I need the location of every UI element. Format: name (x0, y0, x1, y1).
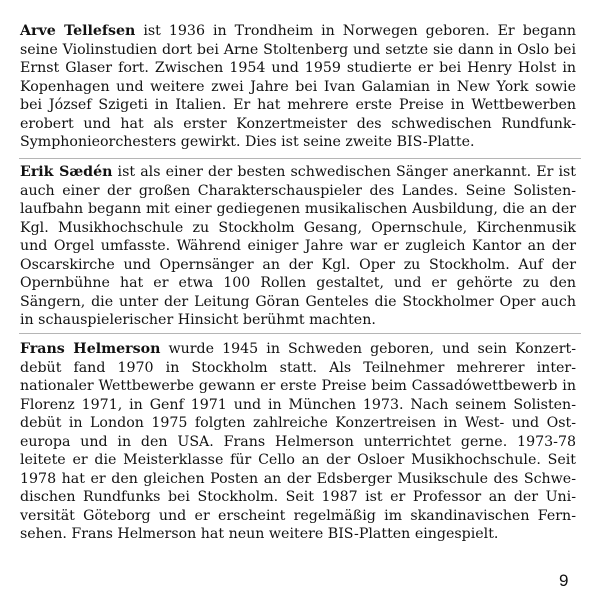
text-line: Oscarskirche und Opernsänger an der Kgl. Oper zu Stockholm. Auf der (20, 256, 576, 273)
text-line: debüt in London 1975 folgten zahlreiche Konzertreisen in West- und Ost- (20, 415, 576, 432)
biography-arve-tellefsen (20, 22, 576, 152)
text-line: und Orgel umfasste. Während einiger Jahre war er zugleich Kantor an der (20, 238, 576, 255)
text-line: debüt fand 1970 in Stockholm statt. Als Teilnehmer mehrerer inter- (20, 359, 576, 376)
page-number: 9 (559, 571, 569, 590)
biography-erik-saeden (20, 163, 576, 330)
performer-name: Frans Helmerson (20, 341, 161, 357)
text-line: Florenz 1971, in Genf 1971 und in München 1973. Nach seinem Solisten- (20, 396, 576, 413)
text-line: 1978 hat er den gleichen Posten an der Edsberger Musikschule des Schwe- (20, 470, 576, 487)
text-line: Symphonieorchesters gewirkt. Dies ist seine zweite BIS-Platte. (20, 134, 475, 151)
text-line-part: ist als einer der besten schwedischen Sänger anerkannt. Er ist (112, 164, 576, 180)
text-line-part: ist 1936 in Trondheim in Norwegen geboren. Er begann (135, 23, 576, 39)
text-line (20, 163, 576, 182)
text-line: in schauspielerischer Hinsicht berühmt machten. (20, 312, 376, 329)
section-divider (19, 333, 581, 334)
text-line: versität Göteborg und er erscheint regelmäßig im skandinavischen Fern- (20, 507, 576, 524)
text-line: erobert und hat als erster Konzertmeister des schwedischen Rundfunk- (20, 115, 576, 132)
text-line (20, 340, 576, 359)
performer-name: Erik Sædén (20, 164, 113, 180)
section-divider (19, 158, 581, 159)
text-line: leitete er die Meisterklasse für Cello an der Osloer Musikhochschule. Seit (20, 452, 576, 469)
text-line: Kgl. Musikhochschule zu Stockholm Gesang, Opernschule, Kirchenmusik (20, 219, 576, 236)
text-line: bei József Szigeti in Italien. Er hat mehrere erste Preise in Wettbewerben (20, 97, 576, 114)
performer-name: Arve Tellefsen (20, 23, 136, 39)
text-line: nationaler Wettbewerbe gewann er erste Preise beim Cassadówettbewerb in (20, 378, 576, 395)
text-line: sehen. Frans Helmerson hat neun weitere BIS-Platten eingespielt. (20, 526, 499, 543)
text-line: Opernbühne hat er etwa 100 Rollen gestaltet, und er gehörte zu den (20, 275, 576, 292)
text-line (20, 22, 576, 41)
text-line: auch einer der großen Charakterschauspieler des Landes. Seine Solisten- (20, 182, 576, 199)
text-line: Sängern, die unter der Leitung Göran Genteles die Stockholmer Oper auch (20, 293, 576, 310)
biography-frans-helmerson (20, 340, 576, 544)
text-line: Kopenhagen und weitere zwei Jahre bei Ivan Galamian in New York sowie (20, 78, 576, 95)
text-line: seine Violinstudien dort bei Arne Stoltenberg und setzte sie dann in Oslo bei (20, 41, 576, 58)
text-line: laufbahn begann mit einer gediegenen musikalischen Ausbildung, die an der (20, 201, 576, 218)
text-line: europa und in den USA. Frans Helmerson unterrichtet gerne. 1973-78 (20, 433, 576, 450)
text-line: dischen Rundfunks bei Stockholm. Seit 1987 ist er Professor an der Uni- (20, 489, 576, 506)
text-line: Ernst Glaser fort. Zwischen 1954 und 1959 studierte er bei Henry Holst in (20, 60, 576, 77)
text-line-part: wurde 1945 in Schweden geboren, und sein Konzert- (160, 341, 576, 357)
